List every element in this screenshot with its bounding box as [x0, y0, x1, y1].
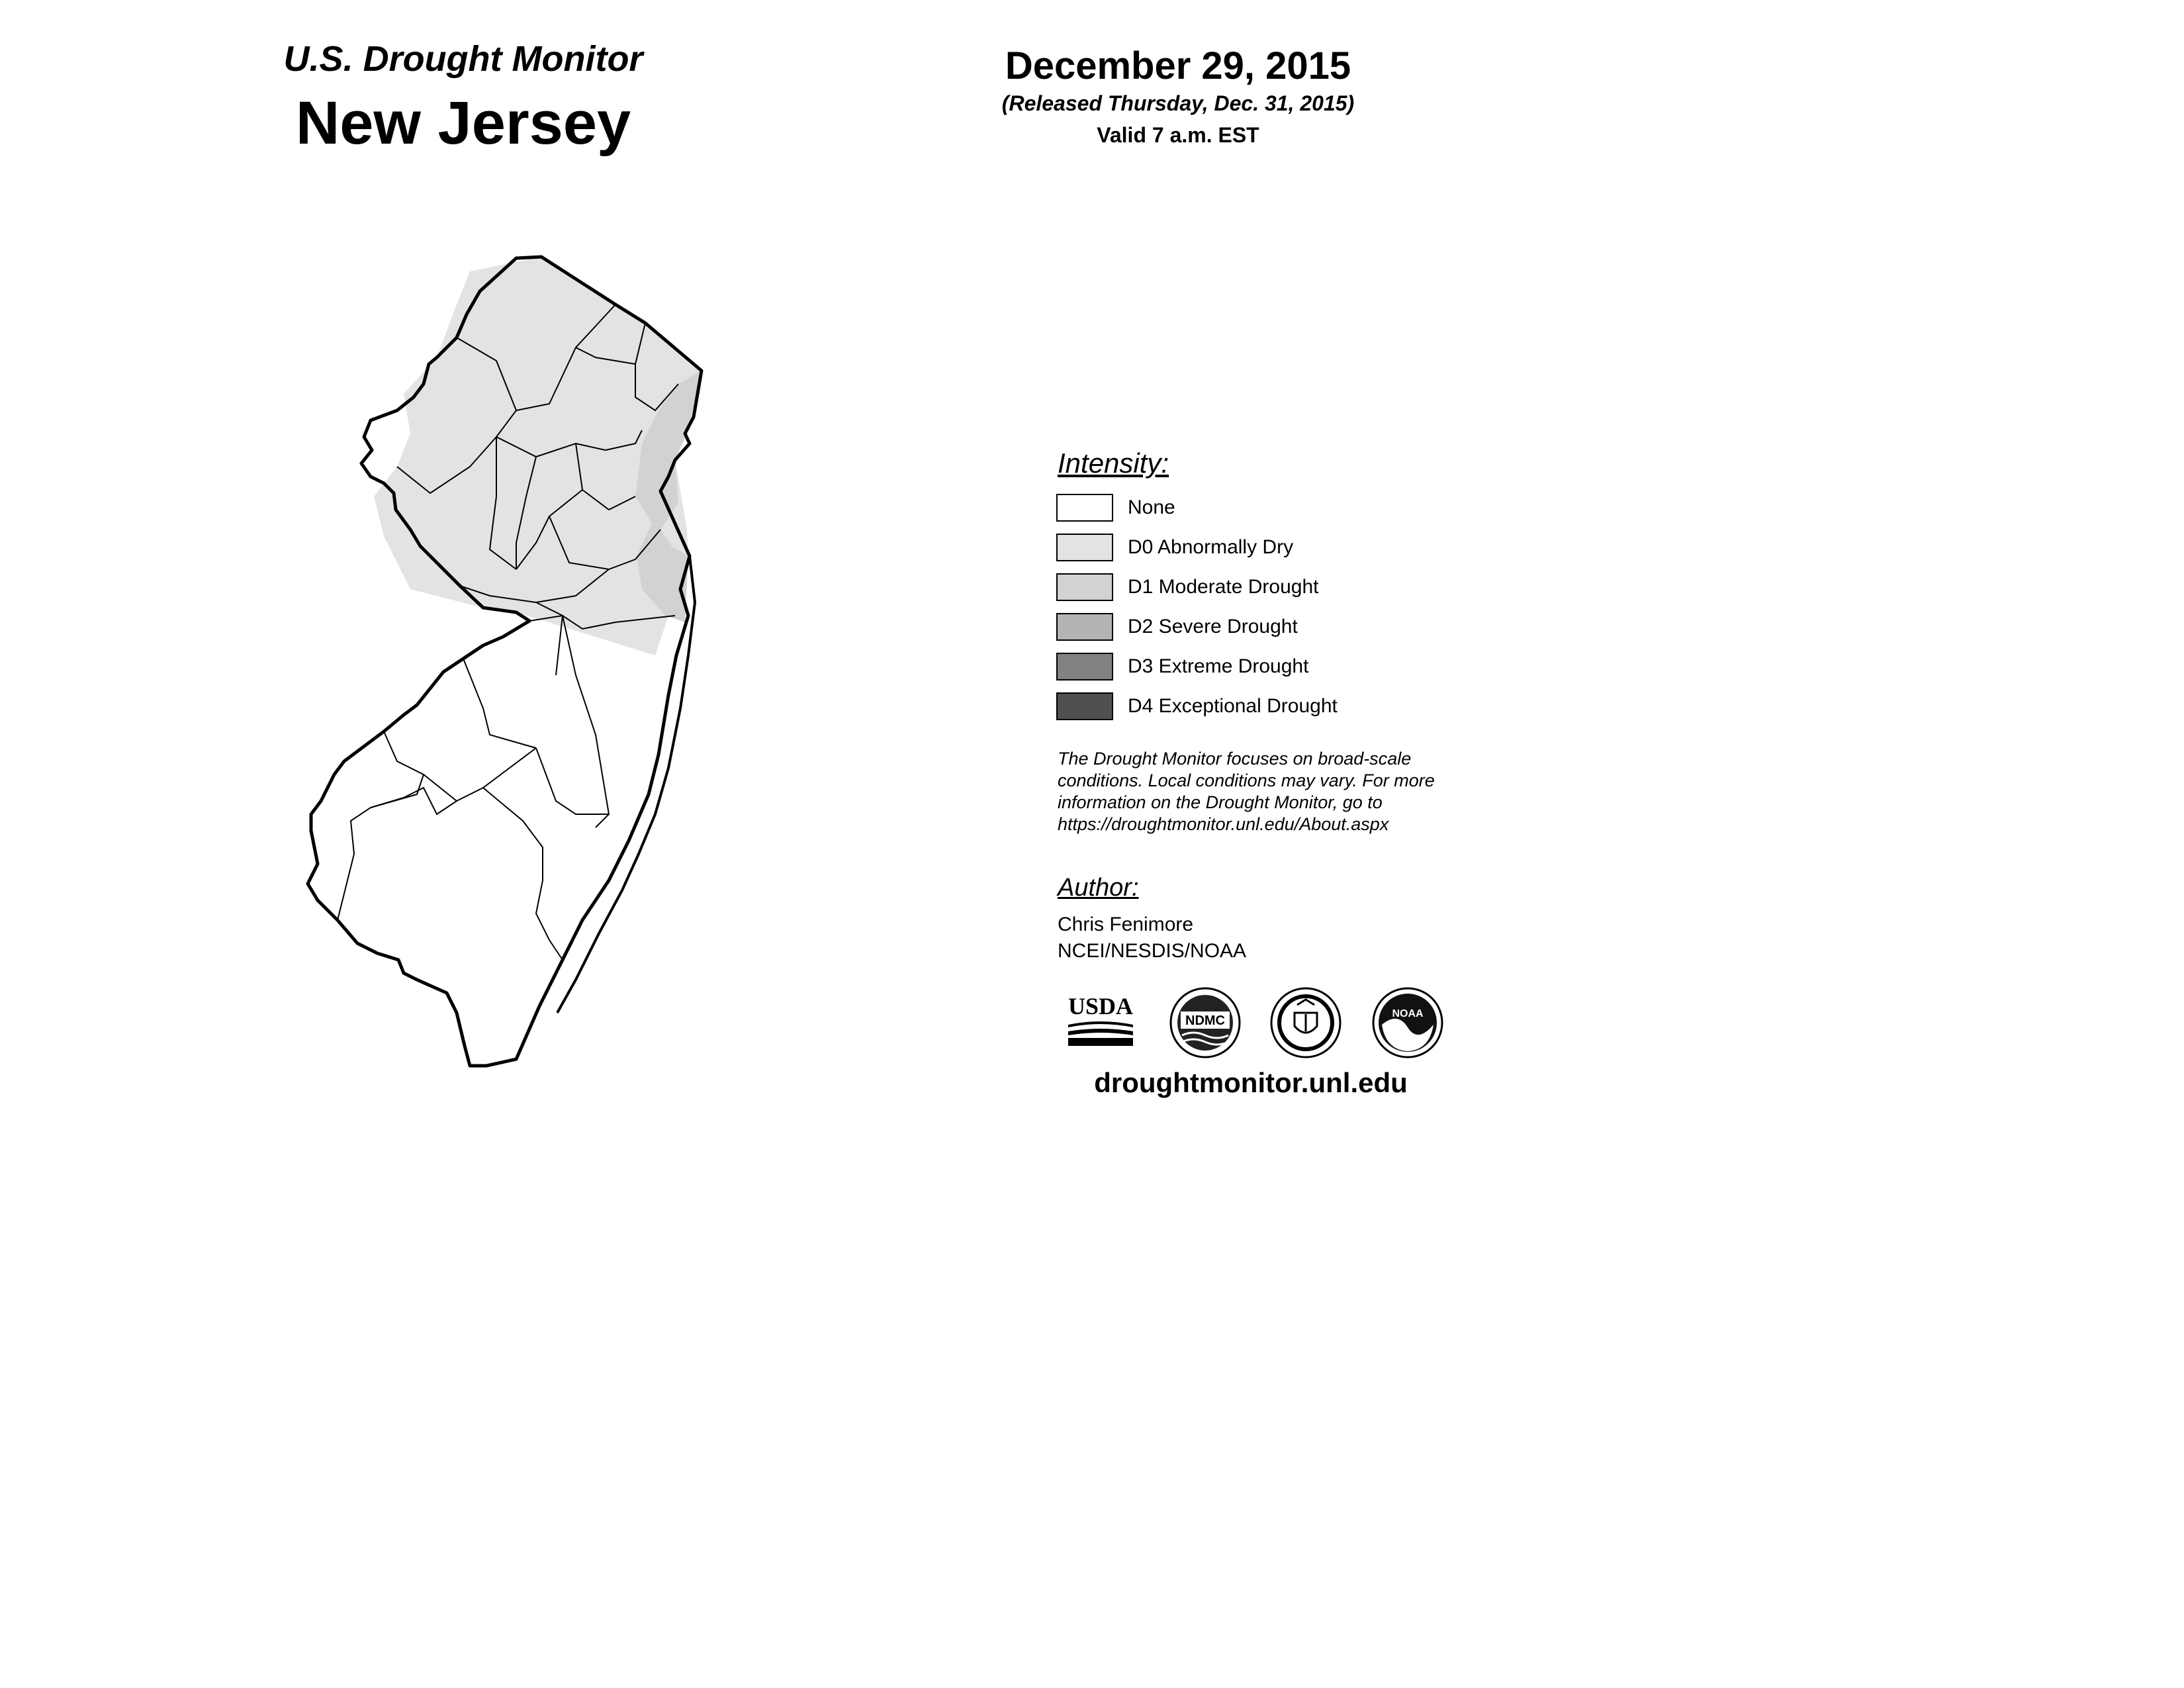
legend-label: D3 Extreme Drought — [1128, 655, 1309, 677]
legend-swatch — [1056, 534, 1113, 561]
legend-label: D4 Exceptional Drought — [1128, 695, 1338, 717]
legend-item-none — [1056, 492, 1175, 523]
usda-logo — [1064, 986, 1137, 1059]
legend-swatch — [1056, 573, 1113, 601]
legend-label: None — [1128, 496, 1175, 518]
author-org: NCEI/NESDIS/NOAA — [1058, 940, 1247, 962]
noaa-logo-text: NOAA — [1392, 1008, 1424, 1019]
disclaimer-text: The Drought Monitor focuses on broad-scale conditions. Local conditions may vary. For more information on the Drought Monitor, go to https://droughtmonitor.unl.edu/About.aspx — [1058, 749, 1435, 834]
legend-title: Intensity: — [1058, 447, 1169, 479]
legend-label: D1 Moderate Drought — [1128, 576, 1319, 598]
release-date: (Released Thursday, Dec. 31, 2015) — [1001, 91, 1355, 115]
state-title: New Jersey — [295, 89, 631, 157]
legend-item-d0 — [1056, 532, 1293, 563]
legend-swatch — [1056, 653, 1113, 680]
valid-time: Valid 7 a.m. EST — [1097, 123, 1259, 147]
new-jersey-map — [298, 245, 761, 1086]
legend-item-d1 — [1056, 572, 1319, 602]
map-date: December 29, 2015 — [1005, 44, 1351, 87]
legend-swatch — [1056, 494, 1113, 522]
ndmc-logo-text: NDMC — [1185, 1013, 1225, 1028]
legend-swatch — [1056, 613, 1113, 641]
legend-item-d3 — [1056, 651, 1308, 682]
usda-logo-text: USDA — [1068, 993, 1134, 1019]
author-name: Chris Fenimore — [1058, 914, 1194, 935]
website-link[interactable]: droughtmonitor.unl.edu — [1094, 1067, 1408, 1098]
legend-label: D2 Severe Drought — [1128, 616, 1298, 637]
ndmc-logo — [1169, 986, 1242, 1059]
legend-swatch — [1056, 692, 1113, 720]
product-title: U.S. Drought Monitor — [283, 39, 643, 79]
author-heading: Author: — [1058, 874, 1139, 902]
legend-item-d2 — [1056, 612, 1298, 642]
noaa-logo — [1371, 986, 1444, 1059]
legend-item-d4 — [1056, 691, 1338, 722]
legend-label: D0 Abnormally Dry — [1128, 536, 1294, 558]
commerce-seal-icon — [1269, 986, 1342, 1059]
